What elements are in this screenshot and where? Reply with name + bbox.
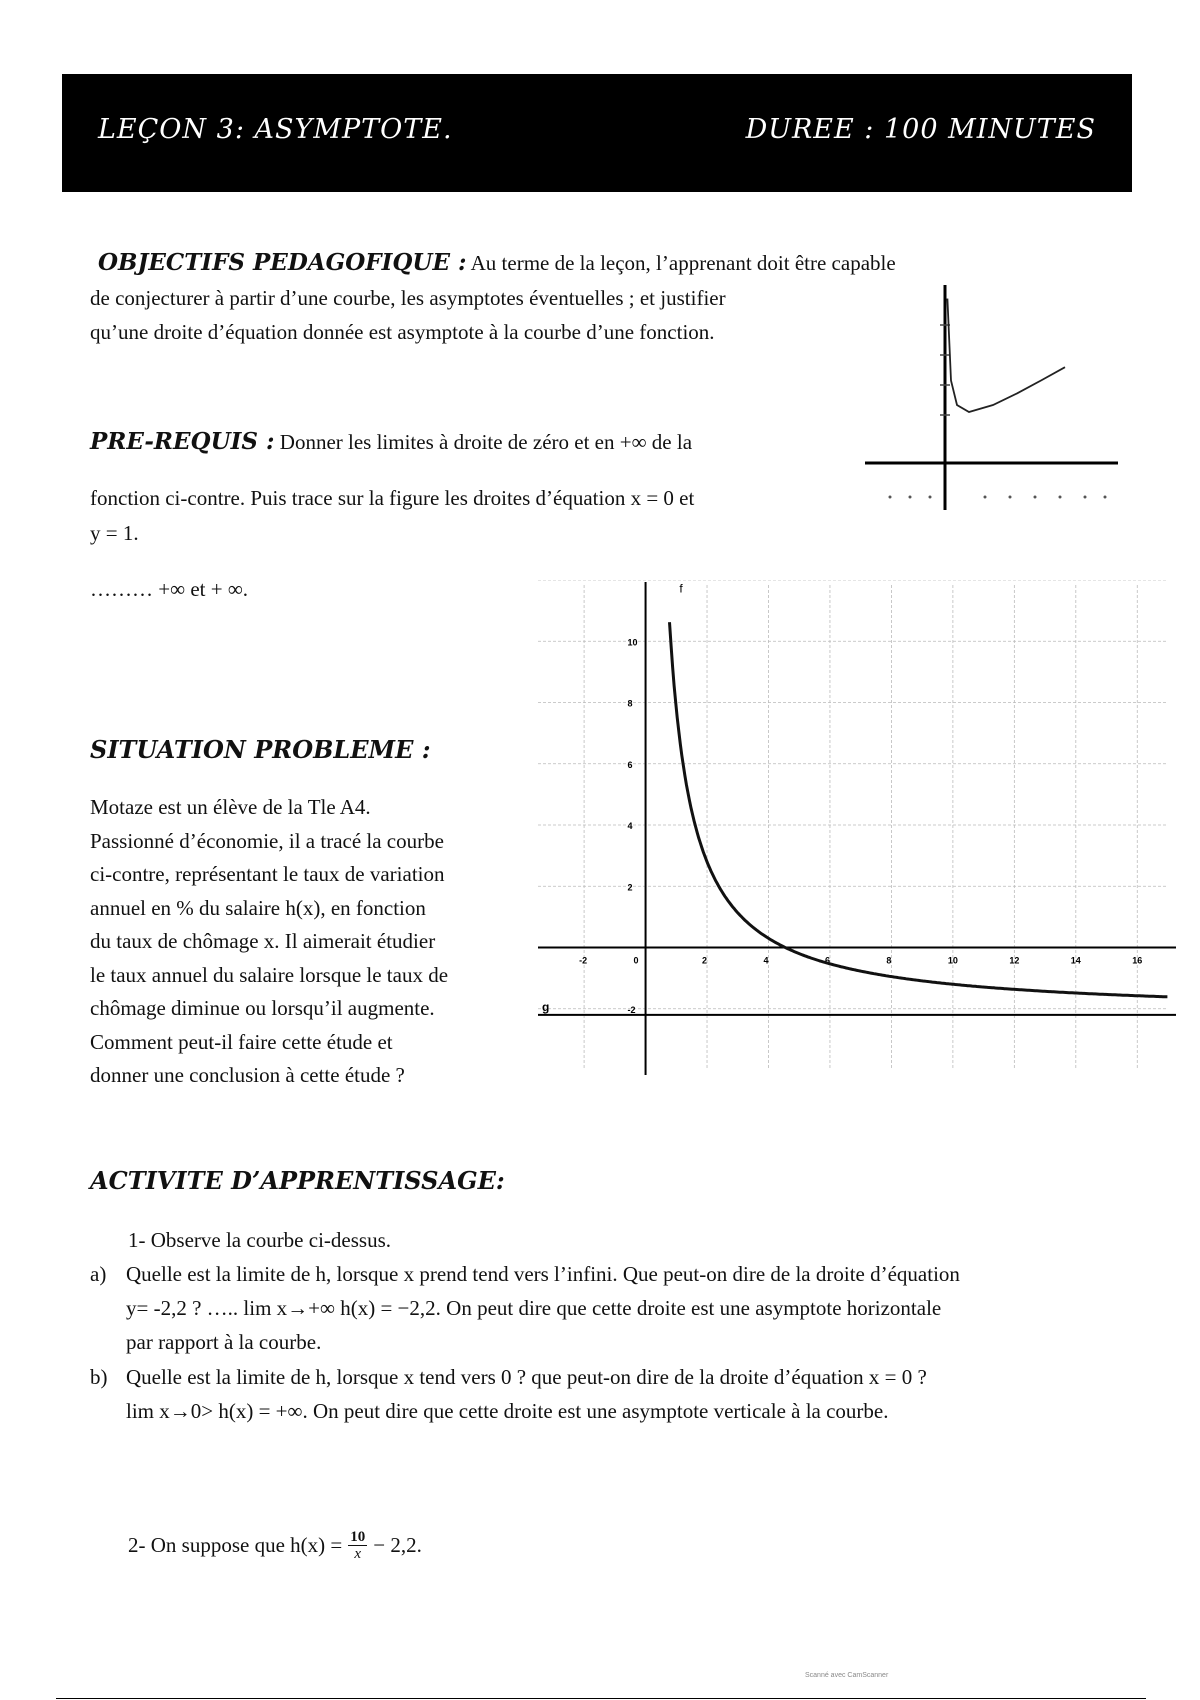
x-tick-label: -2 — [579, 955, 588, 966]
item2-suffix: − 2,2. — [373, 1533, 422, 1557]
item-b-label: b) — [90, 1365, 108, 1389]
salary-graph-ticks — [579, 637, 1142, 1015]
salary-graph-axes — [538, 582, 1176, 1075]
item2-prefix: 2- On suppose que h(x) = — [128, 1533, 343, 1557]
situation-line: annuel en % du salaire h(x), en fonction — [90, 895, 426, 920]
item-b-line1: Quelle est la limite de h, lorsque x tend vers 0 ? que peut-on dire de la droite d’équation x = 0 ? — [126, 1365, 927, 1389]
scan-note: Scanné avec CamScanner — [805, 1672, 889, 1679]
small-graph-dots — [889, 496, 1107, 499]
prerequis-answer: ……… +∞ et + ∞. — [90, 577, 249, 601]
objectifs-text-3: qu’une droite d’équation donnée est asymptote à la courbe d’une fonction. — [90, 320, 715, 344]
y-tick-label: 10 — [627, 637, 638, 648]
item-b-line2: lim x→0> h(x) = +∞. On peut dire que cette droite est une asymptote verticale à la courbe. — [126, 1399, 889, 1423]
item2-denominator: x — [354, 1545, 362, 1562]
prerequis-line1 — [90, 425, 810, 459]
situation-text — [90, 791, 530, 1093]
objectifs-title: OBJECTIFS PEDAGOFIQUE : — [98, 249, 467, 276]
item-a-label: a) — [90, 1262, 107, 1286]
situation-line: le taux annuel du salaire lorsque le taux de — [90, 962, 449, 987]
activite-b — [90, 1360, 1150, 1428]
salary-graph — [538, 580, 1178, 1080]
objectifs-line1 — [98, 246, 1058, 280]
situation-line: Passionné d’économie, il a tracé la courbe — [90, 828, 444, 853]
y-tick-label: 8 — [627, 698, 633, 709]
item-a-line2: y= -2,2 ? ….. lim x→+∞ h(x) = −2,2. On peut dire que cette droite est une asymptote horizontale — [126, 1296, 942, 1320]
objectifs-text-2: de conjecturer à partir d’une courbe, les asymptotes éventuelles ; et justifier — [90, 286, 726, 310]
situation-line: chômage diminue ou lorsqu’il augmente. — [90, 996, 435, 1020]
situation-line: Motaze est un élève de la Tle A4. — [90, 795, 371, 819]
lesson-title: LEÇON 3: ASYMPTOTE. — [98, 114, 453, 145]
footer-line — [56, 1698, 1146, 1699]
item2-fraction — [348, 1529, 367, 1562]
situation-line: du taux de chômage x. Il aimerait étudier — [90, 929, 436, 953]
x-tick-label: 8 — [886, 955, 892, 966]
item-a-line1: Quelle est la limite de h, lorsque x prend tend vers l’infini. Que peut-on dire de la droite d’équation — [126, 1262, 960, 1286]
small-graph-curve — [947, 299, 1065, 412]
situation-line: Comment peut-il faire cette étude et — [90, 1029, 393, 1054]
lesson-duration: DUREE : 100 MINUTES — [745, 114, 1096, 145]
situation-line: ci-contre, représentant le taux de variation — [90, 862, 445, 886]
x-tick-label: 14 — [1070, 955, 1081, 966]
activite-a — [90, 1257, 1150, 1359]
activite-title: ACTIVITE D’APPRENTISSAGE: — [90, 1166, 505, 1195]
x-tick-label: 12 — [1009, 955, 1020, 966]
x-tick-label: 16 — [1132, 955, 1143, 966]
x-tick-label: 10 — [947, 955, 958, 966]
item-a-line3: par rapport à la courbe. — [126, 1330, 322, 1354]
prerequis-title: PRE-REQUIS : — [90, 428, 275, 455]
y-tick-label: 6 — [627, 759, 633, 770]
activite-item2 — [128, 1528, 422, 1562]
x-tick-label: 0 — [633, 955, 639, 966]
objectifs-text-1: Au terme de la leçon, l’apprenant doit être capable — [470, 251, 896, 275]
item2-numerator: 10 — [350, 1528, 366, 1545]
prerequis-text-1: Donner les limites à droite de zéro et en +∞ de la — [279, 430, 693, 454]
x-tick-label: 2 — [702, 955, 708, 966]
y-tick-label: -2 — [627, 1004, 636, 1015]
situation-title: SITUATION PROBLEME : — [90, 735, 431, 764]
prerequis-text-3: y = 1. — [90, 521, 139, 545]
curve-label: f — [679, 581, 683, 596]
situation-line: donner une conclusion à cette étude ? — [90, 1063, 405, 1087]
x-tick-label: 6 — [824, 955, 830, 966]
header-bar — [62, 74, 1132, 192]
activite-item1: 1- Observe la courbe ci-dessus. — [128, 1228, 391, 1252]
y-tick-label: 4 — [627, 821, 633, 831]
prerequis-text-2: fonction ci-contre. Puis trace sur la figure les droites d’équation x = 0 et — [90, 486, 695, 510]
asymptote-label: g — [542, 999, 550, 1014]
salary-graph-curve — [670, 622, 1168, 997]
x-tick-label: 4 — [763, 955, 769, 966]
y-tick-label: 2 — [627, 882, 633, 893]
prerequis-graph — [860, 285, 1125, 515]
